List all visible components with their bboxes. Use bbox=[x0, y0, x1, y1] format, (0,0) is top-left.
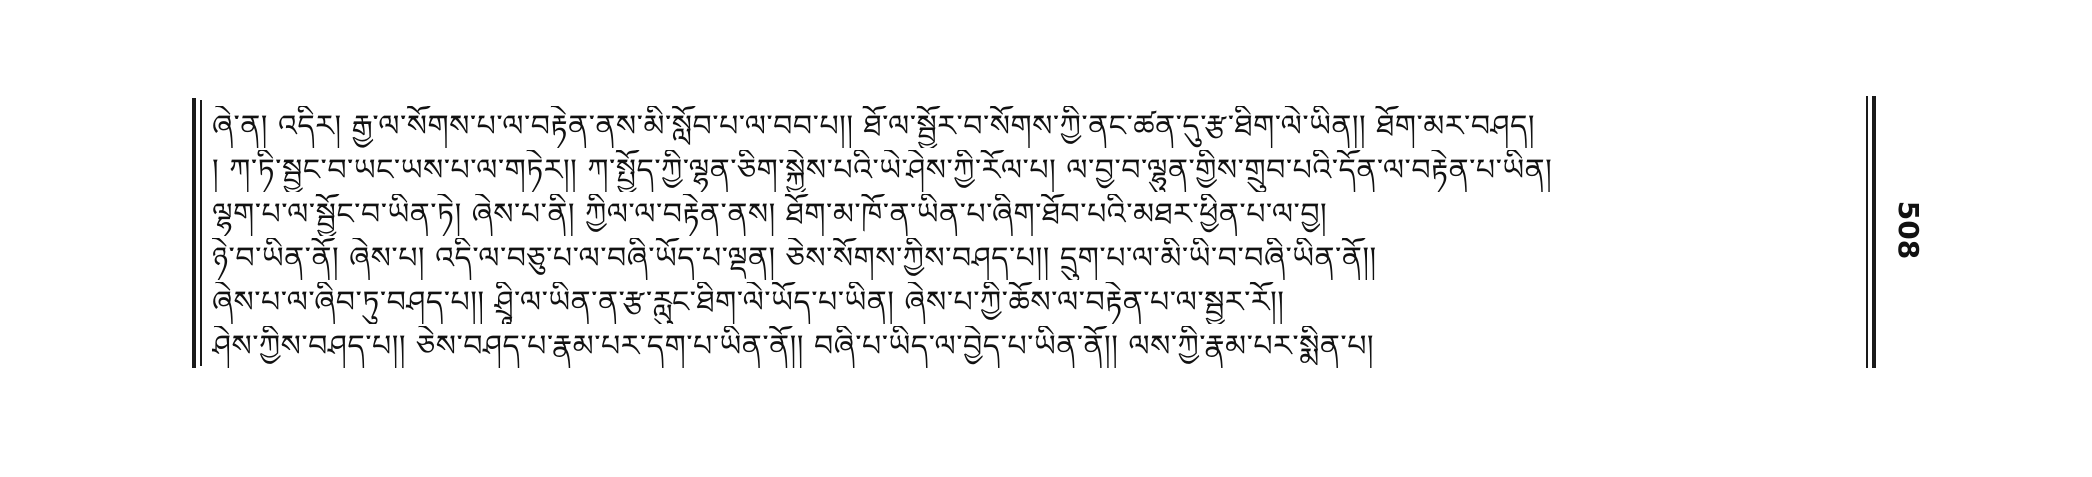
text-line-6: ཤེས་ཀྱིས་བཤད་པ།། ཅེས་བཤད་པ་རྣམ་པར་དག་པ་ཡིན་ནོ།། བཞི་པ་ཡིད་ལ་བྱེད་པ་ཡིན་ནོ།། ལས་ཀྱི་རྣམ་པར་སྨིན་པ། bbox=[212, 329, 1375, 364]
right-border-outer-rule bbox=[1872, 96, 1876, 368]
text-line-2: ། ཀ་ཏི་སྦྱང་བ་ཡང་ཡས་པ་ལ་གཏེར།། ཀ་སྤྱོད་ཀྱི་ལྷན་ཅིག་སྐྱེས་པའི་ཡེ་ཤེས་ཀྱི་རོལ་པ། ལ་བྱ་བ་ལྷུན་གྱིས་གྲུབ་པའི་དོན་ལ་བརྟེན་པ་ཡིན། bbox=[212, 153, 1553, 188]
left-border-outer-rule bbox=[192, 98, 196, 368]
right-border-inner-rule bbox=[1866, 96, 1868, 368]
text-line-3: ལྷག་པ་ལ་སྦྱོང་བ་ཡིན་ཏེ། ཞེས་པ་ནི། ཀྱིལ་ལ་བརྟེན་ནས། ཐོག་མ་ཁོ་ན་ཡིན་པ་ཞིག་ཐོབ་པའི་མཐར་ཕྱིན་པ་ལ་བྱ། bbox=[212, 197, 1328, 232]
text-line-4: ཉེ་བ་ཡིན་ནོ། ཞེས་པ། འདི་ལ་བཅུ་པ་ལ་བཞི་ཡོད་པ་ལྡན། ཅེས་སོགས་ཀྱིས་བཤད་པ།། དྲུག་པ་ལ་མི་ཡི་བ་བཞི་ཡིན་ནོ།། bbox=[212, 241, 1377, 276]
left-border-inner-rule bbox=[200, 100, 202, 366]
text-line-1: ཞེ་ན། འདིར། རྒྱ་ལ་སོགས་པ་ལ་བརྟེན་ནས་མི་སློབ་པ་ལ་བབ་པ།། ཐོ་ལ་སྦྱོར་བ་སོགས་ཀྱི་ནང་ཚན་དུ་རྩ་ཐིག་ལེ་ཡིན།། ཐོག་མར་བཤད། bbox=[212, 109, 1536, 144]
tibetan-text-block bbox=[212, 106, 1860, 366]
text-line-5: ཞེས་པ་ལ་ཞིབ་ཏུ་བཤད་པ།། ཤྲཱི་ལ་ཡིན་ན་རྩ་རླུང་ཐིག་ལེ་ཡོད་པ་ཡིན། ཞེས་པ་ཀྱི་ཆོས་ལ་བརྟེན་པ་ལ་སྦྱར་རོ།། bbox=[212, 285, 1285, 320]
page-number: 508 bbox=[1892, 200, 1925, 260]
